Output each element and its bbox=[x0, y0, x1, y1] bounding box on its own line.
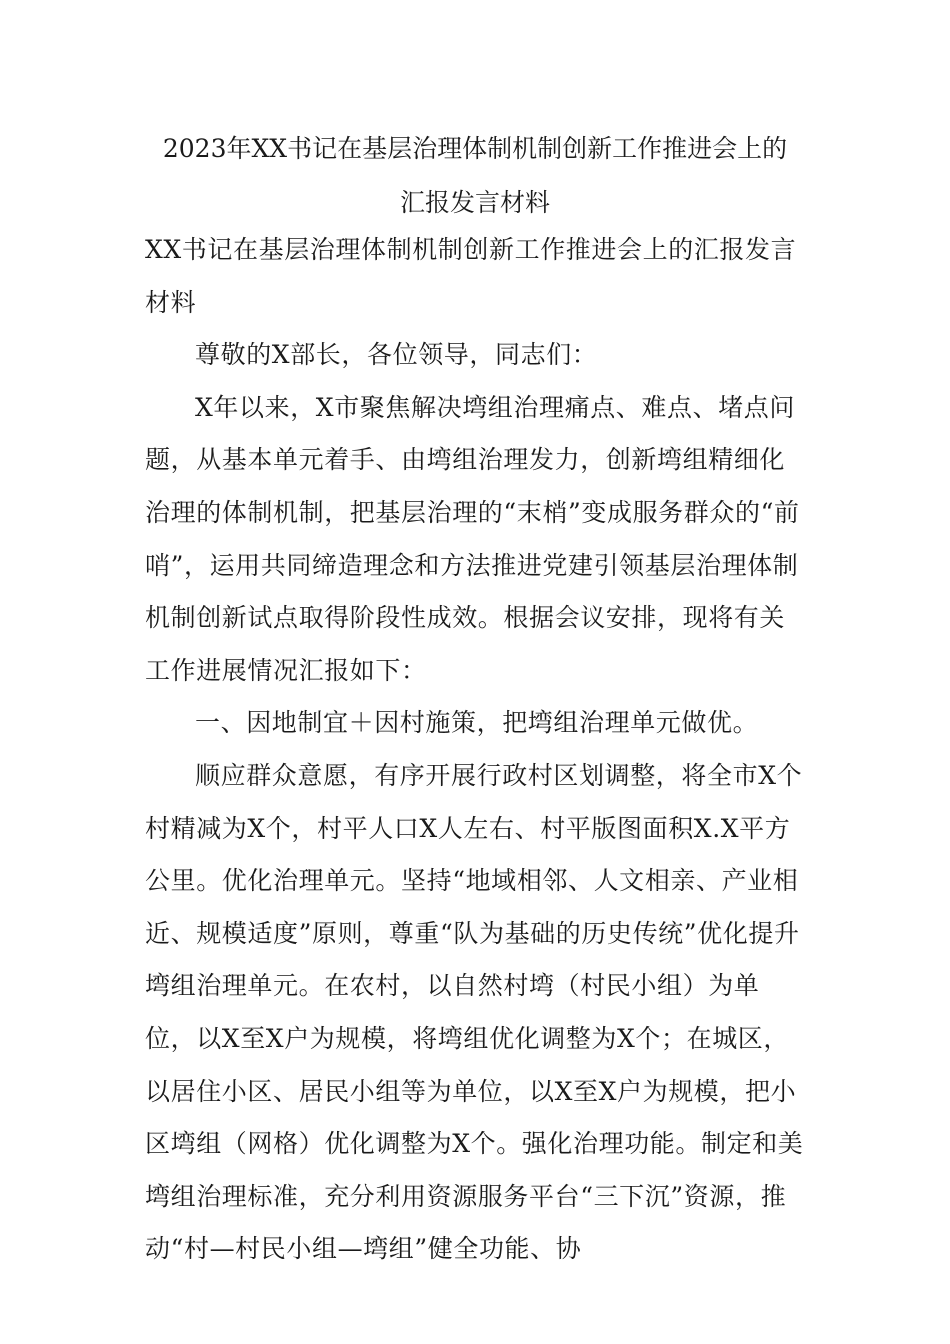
title-line-1: 2023年XX书记在基层治理体制机制创新工作推进会上的 bbox=[162, 134, 788, 163]
paragraph-section-1: 顺应群众意愿，有序开展行政村区划调整，将全市X个村精减为X个，村平人口X人左右、村平版图面积X.X平方公里。优化治理单元。坚持“地域相邻、人文相亲、产业相近、规模适度”原则，尊重“队为基础的历史传统”优化提升塆组治理单元。在农村，以自然村塆（村民小组）为单位，以X至X户为规模，将塆组优化调整为X个；在城区，以居住小区、居民小组等为单位，以X至X户为规模，把小区塆组（网格）优化调整为X个。强化治理功能。制定和美塆组治理标准，充分利用资源服务平台“三下沉”资源，推动“村—村民小组—塆组”健全功能、协 bbox=[145, 760, 804, 1264]
document-body bbox=[145, 224, 810, 1276]
salutation: 尊敬的X部长，各位领导，同志们： bbox=[195, 340, 598, 370]
paragraph-intro: X年以来，X市聚焦解决塆组治理痛点、难点、堵点问题，从基本单元着手、由塆组治理发力，创新塆组精细化治理的体制机制，把基层治理的“末梢”变成服务群众的“前哨”，运用共同缔造理念和方法推进党建引领基层治理体制机制创新试点取得阶段性成效。根据会议安排，现将有关工作进展情况汇报如下： bbox=[145, 392, 800, 685]
title-line-2: 汇报发言材料 bbox=[399, 188, 550, 217]
section-heading-1: 一、因地制宜＋因村施策，把塆组治理单元做优。 bbox=[195, 708, 759, 738]
document-subtitle: XX书记在基层治理体制机制创新工作推进会上的汇报发言材料 bbox=[145, 235, 797, 317]
document-title bbox=[140, 122, 810, 230]
